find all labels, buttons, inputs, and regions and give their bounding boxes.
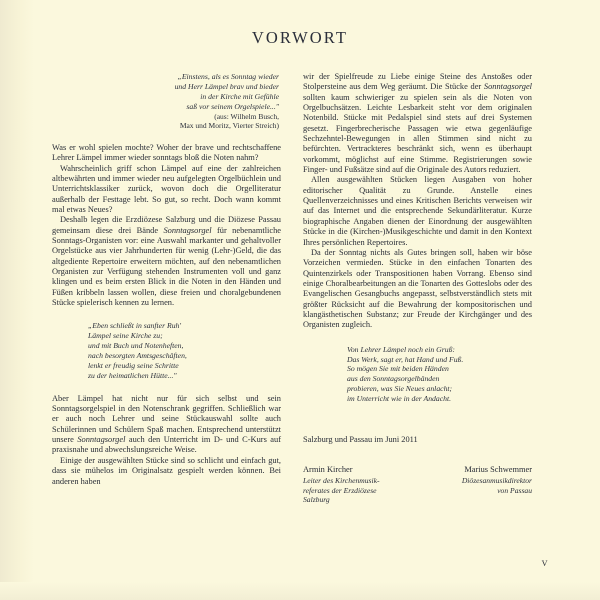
paragraph-6-text-a: wir der Spielfreude zu Liebe einige Steine des Anstoßes oder Stolpersteine aus dem Weg geräumt. Die Stücke der <box>303 72 532 92</box>
verse-line: und Herr Lämpel brav und bieder <box>174 81 279 91</box>
paragraph-7: Allen ausgewählten Stücken liegen Ausgaben von hoher editorischer Qualität zu Grunde. Anstelle eines Quellenverzeichnisses und eines Kritischen Berichts verweisen wir auf das Internet und die entsprechende Sekundärliteratur. Kurze biographische Angaben dienen der Einordnung der ausgewählten Stücke in die (Kirchen-)Musikgeschichte und damit in den Kontext Ihres persönlichen Repertoires. <box>303 175 532 247</box>
verse-line: probieren, was Sie Neues anlacht; <box>347 384 453 394</box>
paragraph-4-text-a: Aber Lämpel hat nicht nur für sich selbst und sein Sonntagsorgelspiel in den Notenschrank gegriffen. Schließlich war er auch noch Lehrer und seine Stückauswahl sollte auch Schülerinnen und Schülern Spaß machen. Entsprechend unterstützt unsere <box>52 393 281 445</box>
signature-role-line: Diözesanmusikdirektor <box>461 476 532 486</box>
verse-line: in der Kirche mit Gefühle <box>200 91 279 101</box>
paragraph-4 <box>52 394 281 456</box>
paragraph-3 <box>52 215 281 308</box>
verse-quote-3 <box>303 345 532 404</box>
signature-block-kircher <box>303 465 418 504</box>
verse-line: im Unterricht wie in der Andacht. <box>347 394 452 404</box>
signature-role-line: von Passau <box>497 485 532 495</box>
paragraph-4-text-b: auch den Unterricht im D- und C-Kurs auf praxisnahe und abwechslungsreiche Weise. <box>52 435 281 455</box>
page-number: V <box>541 559 548 568</box>
paragraph-2: Wahrscheinlich griff schon Lämpel auf eine der zahlreichen altbewährten und immer wieder neu aufgelegten Orgelbüchlein und Unterrichtsklassiker zurück, wovon doch die Orgelliteratur außerhalb der Festtage lebt. So gut, so recht. Doch wann kommt mal etwas Neues? <box>52 163 281 214</box>
work-title-sonntagsorgel: Sonntagsorgel <box>77 435 126 445</box>
verse-line: aus den Sonntagsorgelbänden <box>347 374 440 384</box>
verse-line: So mögen Sie mit beiden Händen <box>347 364 449 374</box>
work-title-sonntagsorgel: Sonntagsorgel <box>483 82 532 92</box>
paragraph-3-text-a: Deshalb legen die Erzdiözese Salzburg und die Diözese Passau gemeinsam diese drei Bände <box>52 215 281 235</box>
verse-line: saß vor seinem Orgelspiele..." <box>186 101 279 111</box>
paragraph-3-text-b: für nebenamtliche Sonntags-Organisten vor: eine Auswahl markanter und gehaltvoller Orgelstücke aus vier Jahrhunderten für wenig (Lehr-)Geld, die das altgediente Repertoire erweitern möchten, auf den nebenamtlichen Organisten zur Verfügung stehenden Instrumenten voll und ganz klingen und es beim ersten Blick in die Noten in den Händen und Füßen kribbeln lassen wollen, diese freien und choralgebundenen Stücke spielerisch kennen zu lernen. <box>52 225 281 307</box>
verse-line: „Einstens, als es Sonntag wieder <box>177 72 279 81</box>
verse-line: Lämpel seine Kirche zu; <box>88 331 163 341</box>
verse-line: Von Lehrer Lämpel noch ein Gruß: <box>347 344 455 354</box>
verse-line: und mit Buch und Notenheften, <box>88 341 184 351</box>
paragraph-1: Was er wohl spielen mochte? Woher der brave und rechtschaffene Lehrer Lämpel immer wieder sonntags bloß die Noten nahm? <box>52 142 281 163</box>
left-column <box>52 72 281 487</box>
work-title-sonntagsorgel: Sonntagsorgel <box>163 225 212 235</box>
verse-line: „Eben schließt in sanfter Ruh' <box>88 321 182 331</box>
paragraph-6 <box>303 72 532 175</box>
signature-role-line: Salzburg <box>303 495 330 505</box>
verse-attribution-line: (aus: Wilhelm Busch, <box>214 111 279 121</box>
paragraph-6-text-b: sollten kaum schwieriger zu spielen sein als die Noten von Orgelbuchsätzen. Leichte Lesbarkeit steht vor dem originalen Notenbild. Stücke mit Pedalspiel sind stets auf drei Systemen gesetzt. Fingerbrecherische Passagen wie etwa gegenläufige Sechzehntel-Bewegungen in allen Stimmen sind nicht zu befürchten. Vertrackteres beschränkt sich, wenn es überhaupt vorkommt, möglichst auf eine Stimme. Registrierungen sowie Finger- und Fußsätze sind auf die Originale des Autors reduziert. <box>303 92 532 175</box>
dateline: Salzburg und Passau im Juni 2011 <box>303 435 418 445</box>
right-column <box>303 72 532 505</box>
signature-name: Armin Kircher <box>303 465 353 475</box>
signature-block-schwemmer <box>418 465 533 504</box>
verse-quote-2 <box>52 321 281 380</box>
verse-line: nach besorgten Amtsgeschäften, <box>88 351 187 361</box>
signature-role-line: referates der Erzdiözese <box>303 485 377 495</box>
verse-attribution-line: Max und Moritz, Vierter Streich) <box>179 121 279 131</box>
page-title: VORWORT <box>251 28 349 47</box>
signature-role-line: Leiter des Kirchenmusik- <box>303 476 380 486</box>
verse-line: Das Werk, sagt er, hat Hand und Fuß. <box>347 354 464 364</box>
signature-row <box>303 465 532 504</box>
paragraph-5: Einige der ausgewählten Stücke sind so schlicht und einfach gut, dass sie mühelos im Originalsatz gespielt werden können. Bei anderen haben <box>52 455 281 486</box>
verse-line: zu der heimatlichen Hütte..." <box>88 370 177 380</box>
two-column-layout <box>52 72 548 505</box>
signature-name: Marius Schwemmer <box>464 465 532 475</box>
verse-quote-1 <box>52 72 281 131</box>
page-content <box>52 28 548 505</box>
paragraph-8: Da der Sonntag nichts als Gutes bringen soll, haben wir böse Vorzeichen vermieden. Stücke in den einfachen Tonarten des Quintenzirkels oder Transpositionen haben Vorrang. Ebenso sind einige Choralbearbeitungen an die Tonarten des Gotteslobs oder des Evangelischen Gesangbuchs angepasst, selbstverständlich stets mit größter Rücksicht auf die Bewahrung der kompositorischen und klangästhetischen Substanz; zur Freude der Kirchgänger und des Organisten zugleich. <box>303 247 532 330</box>
verse-line: lenkt er freudig seine Schritte <box>88 360 179 370</box>
